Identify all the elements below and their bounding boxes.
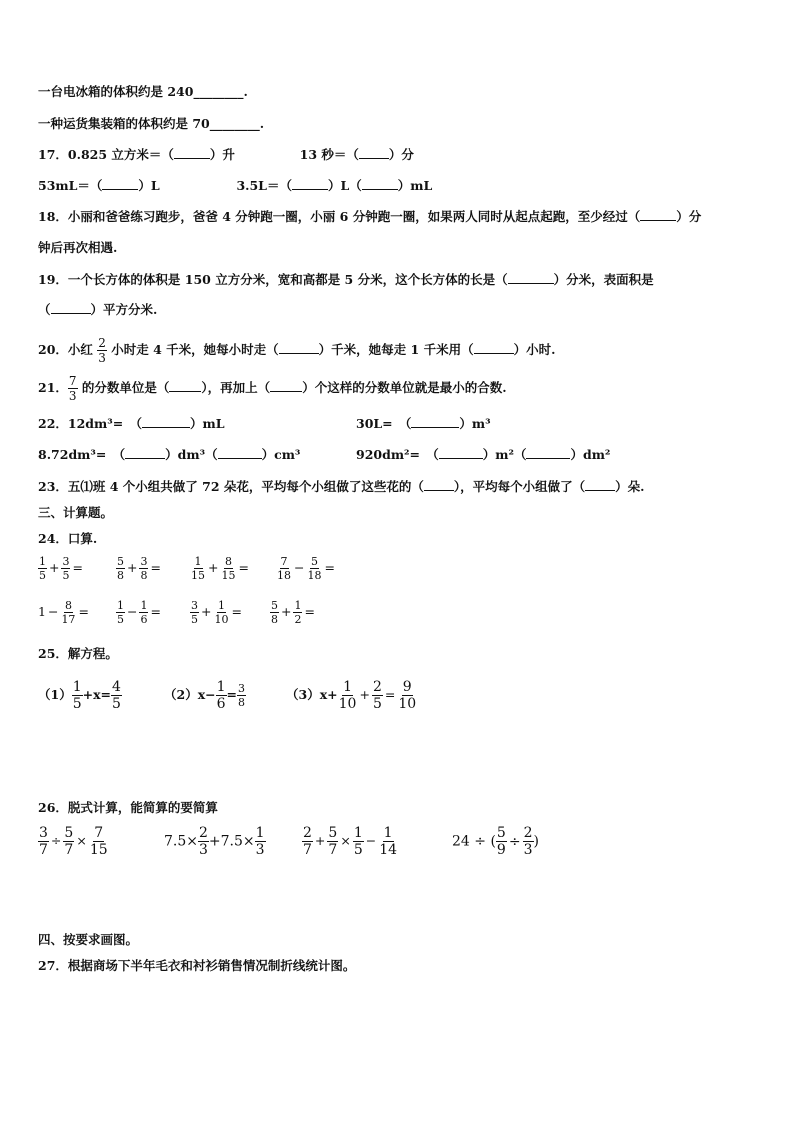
fraction: $\frac{1}{5}$ — [117, 599, 124, 626]
q22-line2-right — [356, 447, 610, 463]
fraction: $\frac{1}{5}$ — [72, 679, 82, 712]
q17-text: ）分 — [388, 147, 414, 162]
fraction: $\frac{7}{18}$ — [277, 555, 291, 582]
q25-title: 25．解方程。 — [38, 646, 118, 661]
oral-item: $\frac{1}{5}$ − $\frac{1}{6}$ = — [117, 599, 161, 626]
answer-blank[interactable] — [142, 416, 190, 428]
fraction: $\frac{1}{10}$ — [214, 599, 229, 626]
q19-text: ）分米，表面积是 — [553, 272, 654, 287]
fraction: $\frac{5}{7}$ — [64, 825, 74, 858]
q20-text: ）千米，她每走 1 千米用（ — [318, 342, 474, 357]
fraction: $\frac{7}{3}$ — [68, 374, 77, 403]
fraction: $\frac{8}{15}$ — [221, 555, 236, 582]
q19-text: （ — [38, 302, 51, 317]
fraction: $\frac{8}{17}$ — [61, 599, 76, 626]
q17-text: ）升 — [209, 147, 235, 162]
q18-line1 — [38, 209, 701, 225]
equation-2: （2）x− $\frac{1}{6}$ = $\frac{3}{8}$ — [164, 679, 246, 712]
q17-text: ）mL — [397, 178, 433, 193]
fraction: $\frac{2}{3}$ — [199, 825, 208, 858]
fraction: $\frac{1}{5}$ — [353, 825, 363, 858]
fraction: $\frac{5}{7}$ — [328, 825, 338, 858]
fraction: $\frac{3}{5}$ — [191, 599, 198, 626]
answer-blank[interactable] — [508, 272, 554, 284]
q19-text: ）平方分米. — [90, 302, 158, 317]
section-heading: 四、按要求画图。 — [38, 932, 139, 947]
fraction: $\frac{3}{5}$ — [62, 555, 70, 582]
fraction: $\frac{3}{8}$ — [238, 682, 246, 709]
q20-text: ）小时. — [513, 342, 556, 357]
answer-blank[interactable] — [362, 178, 398, 190]
answer-blank[interactable] — [526, 447, 570, 459]
answer-blank[interactable] — [174, 147, 210, 159]
answer-blank[interactable] — [640, 209, 676, 221]
fraction: $\frac{2}{7}$ — [303, 825, 312, 858]
q17-text: 3.5L＝（ — [236, 178, 292, 193]
q21-text: 21． — [38, 380, 68, 395]
q22-text: 30L= （ — [356, 416, 412, 431]
q27-text: 27．根据商场下半年毛衣和衬衫销售情况制折线统计图。 — [38, 958, 356, 973]
fraction: $\frac{5}{8}$ — [271, 599, 278, 626]
q23-text: ），平均每个小组做了（ — [453, 479, 586, 494]
section-heading: 三、计算题。 — [38, 505, 114, 520]
fraction: $\frac{2}{5}$ — [372, 679, 382, 712]
oral-item: $\frac{5}{8}$ + $\frac{3}{8}$ = — [117, 555, 161, 582]
answer-blank[interactable] — [125, 447, 165, 459]
q21-text: 的分数单位是（ — [81, 380, 170, 395]
fraction: $\frac{5}{18}$ — [307, 555, 322, 582]
answer-blank[interactable] — [279, 342, 319, 354]
answer-blank[interactable] — [270, 380, 302, 392]
q21-text: ），再加上（ — [201, 380, 271, 395]
calc-expression-1: $\frac{3}{7}$ ÷ $\frac{5}{7}$ × $\frac{7}{15}$ — [39, 825, 108, 858]
q16-line-b: 一种运货集装箱的体积约是 70________. — [38, 116, 265, 131]
fraction: $\frac{1}{14}$ — [379, 825, 398, 858]
answer-blank[interactable] — [474, 342, 514, 354]
q17-text: ）L（ — [327, 178, 362, 193]
q23-text: ）朵. — [615, 479, 645, 494]
q22-text: 920dm²= （ — [356, 447, 439, 462]
q19-line1 — [38, 272, 654, 288]
q22-text: ）m²（ — [482, 447, 527, 462]
q18-line2: 钟后再次相遇. — [38, 240, 118, 255]
q22-line1 — [38, 416, 224, 432]
fraction: $\frac{1}{15}$ — [191, 555, 205, 582]
q17-text: ）L — [138, 178, 160, 193]
oral-item: $\frac{3}{5}$ + $\frac{1}{10}$ = — [191, 599, 242, 626]
q17-line1 — [38, 147, 414, 163]
fraction: $\frac{1}{2}$ — [294, 599, 302, 626]
answer-blank[interactable] — [218, 447, 262, 459]
answer-blank[interactable] — [439, 447, 483, 459]
q22-text: 8.72dm³= （ — [38, 447, 126, 462]
q23-text: 23．五⑴班 4 个小组共做了 72 朵花，平均每个小组做了这些花的（ — [38, 479, 424, 494]
equation-3: （3）x+ $\frac{1}{10}$ + $\frac{2}{5}$ = $\frac{9}{10}$ — [286, 679, 417, 712]
q20-text: 小时走 4 千米，她每小时走（ — [111, 342, 279, 357]
q21-line — [38, 372, 507, 404]
q24-title: 24．口算. — [38, 531, 98, 546]
calc-expression-3: $\frac{2}{7}$ + $\frac{5}{7}$ × $\frac{1}{5}$ − $\frac{1}{14}$ — [303, 825, 398, 858]
q19-line2 — [38, 302, 157, 318]
fraction: $\frac{5}{8}$ — [117, 555, 124, 582]
q17-line2 — [38, 178, 432, 194]
fraction: $\frac{3}{8}$ — [140, 555, 148, 582]
fraction: $\frac{2}{3}$ — [98, 336, 106, 365]
q26-title: 26．脱式计算，能简算的要简算 — [38, 800, 218, 815]
q22-line1-right — [356, 416, 491, 432]
answer-blank[interactable] — [292, 178, 328, 190]
oral-item: $\frac{7}{18}$ − $\frac{5}{18}$ = — [277, 555, 335, 582]
answer-blank[interactable] — [359, 147, 389, 159]
answer-blank[interactable] — [424, 479, 454, 491]
oral-item: 1 − $\frac{8}{17}$ = — [38, 599, 89, 626]
q20-line — [38, 334, 555, 366]
fraction: $\frac{3}{7}$ — [39, 825, 48, 858]
oral-item: $\frac{1}{5}$ + $\frac{3}{5}$ = — [39, 555, 83, 582]
q21-text: ）个这样的分数单位就是最小的合数. — [302, 380, 507, 395]
q22-text: ）cm³ — [261, 447, 301, 462]
oral-item: $\frac{1}{15}$ + $\frac{8}{15}$ = — [191, 555, 249, 582]
calc-expression-2: 7.5× $\frac{2}{3}$ +7.5× $\frac{1}{3}$ — [164, 825, 265, 858]
fraction: $\frac{5}{9}$ — [496, 825, 506, 858]
q17-text: 53mL＝（ — [38, 178, 103, 193]
q20-text: 20．小红 — [38, 342, 93, 357]
q19-text: 19．一个长方体的体积是 150 立方分米，宽和高都是 5 分米，这个长方体的长是（ — [38, 272, 508, 287]
fraction: $\frac{1}{10}$ — [338, 679, 357, 712]
fraction: $\frac{1}{5}$ — [39, 555, 46, 582]
q22-text: ）dm² — [570, 447, 611, 462]
answer-blank[interactable] — [585, 479, 615, 491]
answer-blank[interactable] — [169, 380, 201, 392]
answer-blank[interactable] — [51, 302, 91, 314]
q22-text: ）mL — [189, 416, 225, 431]
fraction: $\frac{1}{3}$ — [255, 825, 265, 858]
fraction: $\frac{1}{6}$ — [140, 599, 148, 626]
q22-text: ）dm³（ — [165, 447, 218, 462]
q23-line — [38, 479, 645, 495]
fraction: $\frac{7}{15}$ — [89, 825, 108, 858]
q17-text: 13 秒＝（ — [299, 147, 359, 162]
q16-line-a: 一台电冰箱的体积约是 240________. — [38, 84, 248, 99]
fraction: $\frac{4}{5}$ — [112, 679, 121, 712]
q17-text: 17．0.825 立方米＝（ — [38, 147, 174, 162]
q18-text: ）分 — [676, 209, 702, 224]
q22-text: ）m³ — [459, 416, 491, 431]
q18-text: 18．小丽和爸爸练习跑步，爸爸 4 分钟跑一圈，小丽 6 分钟跑一圈，如果两人同时从起点起跑，至少经过（ — [38, 209, 641, 224]
q22-text: 22．12dm³= （ — [38, 416, 142, 431]
equation-1: （1） $\frac{1}{5}$ +x= $\frac{4}{5}$ — [38, 679, 121, 712]
fraction: $\frac{1}{6}$ — [216, 679, 226, 712]
calc-expression-4: 24 ÷ ( $\frac{5}{9}$ ÷ $\frac{2}{3}$ ) — [452, 825, 539, 858]
q22-line2 — [38, 447, 300, 463]
answer-blank[interactable] — [102, 178, 138, 190]
fraction: $\frac{9}{10}$ — [398, 679, 417, 712]
fraction: $\frac{2}{3}$ — [523, 825, 533, 858]
answer-blank[interactable] — [411, 416, 459, 428]
oral-item: $\frac{5}{8}$ + $\frac{1}{2}$ = — [271, 599, 315, 626]
